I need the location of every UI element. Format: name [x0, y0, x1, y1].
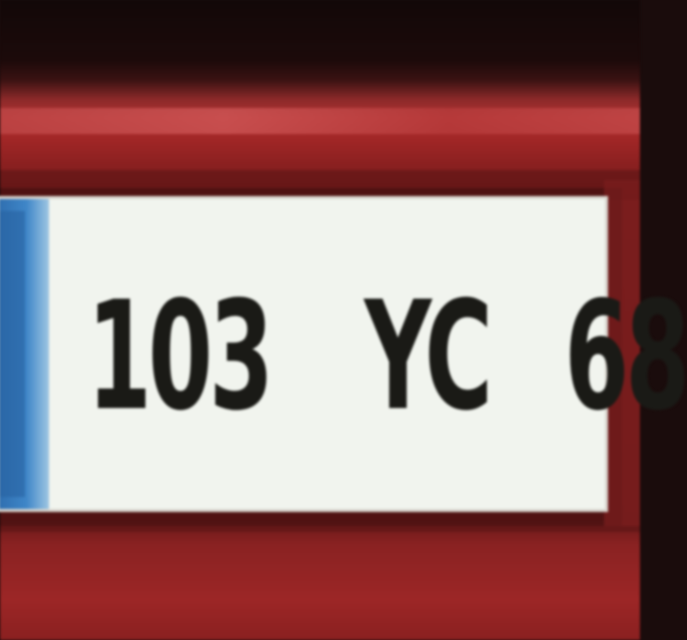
car-body-lower-edge: [0, 526, 640, 532]
eu-band: [0, 199, 49, 509]
plate-group-letters: YC: [364, 270, 490, 444]
eu-band-shade: [0, 211, 25, 497]
license-plate: [0, 196, 687, 512]
plate-group-department: 68: [564, 270, 687, 444]
plate-number: [61, 229, 687, 485]
car-body-highlight: [0, 108, 640, 134]
plate-group-digits: 103: [87, 270, 271, 444]
